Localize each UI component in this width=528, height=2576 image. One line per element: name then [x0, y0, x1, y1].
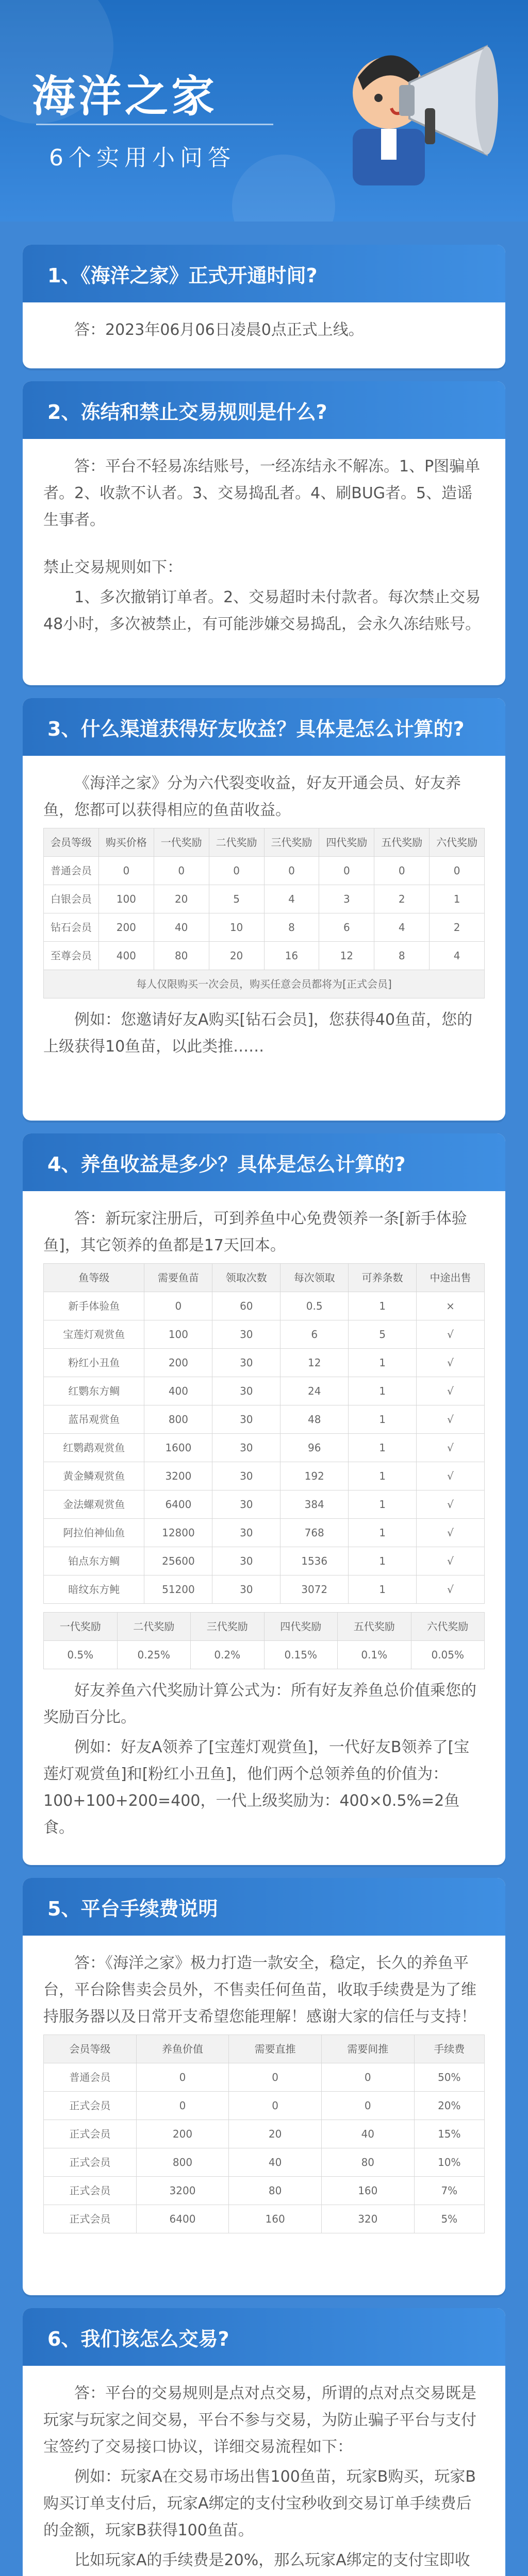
table-note: 每人仅限购买一次会员，购买任意会员都将为[正式会员] — [44, 970, 485, 998]
table-cell: 3200 — [136, 2177, 229, 2205]
table-cell: 1 — [349, 1434, 417, 1462]
table-cell: 25600 — [144, 1547, 212, 1575]
table-cell: 800 — [136, 2148, 229, 2177]
table-cell: 0.2% — [191, 1641, 265, 1669]
table-row — [44, 1405, 485, 1434]
table-cell: 普通会员 — [44, 2063, 137, 2092]
table-cell: 96 — [280, 1434, 349, 1462]
section-heading: 5、平台手续费说明 — [23, 1878, 505, 1936]
table-cell: 7% — [414, 2177, 484, 2205]
table-cell: 正式会员 — [44, 2148, 137, 2177]
table-cell: 白银会员 — [44, 885, 99, 913]
table-cell: 3072 — [280, 1575, 349, 1604]
table-cell: 30 — [212, 1349, 280, 1377]
table-cell: 0.15% — [264, 1641, 338, 1669]
table-header-cell: 五代奖励 — [338, 1613, 411, 1641]
table-cell: 30 — [212, 1519, 280, 1547]
table-cell: 80 — [229, 2177, 322, 2205]
table-cell: 51200 — [144, 1575, 212, 1604]
table-cell: 768 — [280, 1519, 349, 1547]
table-cell: 金法螺观赏鱼 — [44, 1490, 144, 1519]
answer-text: 答：新玩家注册后，可到养鱼中心免费领养一条[新手体验鱼]，其它领养的鱼都是17天回本。 — [43, 1210, 467, 1255]
table-header-cell: 每次领取 — [280, 1264, 349, 1292]
table-cell: 30 — [212, 1434, 280, 1462]
table-cell: 20 — [154, 885, 209, 913]
table-header-cell: 需要间推 — [321, 2035, 414, 2063]
table-cell: √ — [417, 1377, 485, 1405]
hero-title: 海洋之家 — [32, 71, 218, 122]
megaphone-icon — [332, 26, 507, 201]
table-cell: 0 — [321, 2063, 414, 2092]
table-cell: 2 — [430, 913, 485, 942]
answer-text: 答：平台不轻易冻结账号，一经冻结永不解冻。1、P图骗单者。2、收款不认者。3、交易捣乱者。4、刷BUG者。5、造谣生事者。 — [43, 457, 481, 529]
hero-banner — [0, 0, 528, 222]
example-text: 例如：好友A领养了[宝莲灯观赏鱼]，一代好友B领养了[宝莲灯观赏鱼]和[粉红小丑鱼]，他们两个总领养鱼的价值为：100+100+200=400，一代上级奖励为：400×0.5%=2鱼食。 — [43, 1738, 470, 1837]
table-cell: 0.5 — [280, 1292, 349, 1320]
table-cell: 8 — [374, 942, 430, 970]
table-cell: 0.1% — [338, 1641, 411, 1669]
table-cell: 0 — [374, 857, 430, 885]
rules-title: 禁止交易规则如下： — [43, 558, 183, 577]
table-row — [44, 1349, 485, 1377]
member-reward-table — [43, 828, 485, 998]
table-header-cell: 二代奖励 — [209, 828, 264, 857]
section-heading: 2、冻结和禁止交易规则是什么? — [23, 381, 505, 439]
table-cell: 6 — [319, 913, 374, 942]
table-cell: √ — [417, 1575, 485, 1604]
table-cell: 1 — [430, 885, 485, 913]
table-cell: 0 — [229, 2092, 322, 2120]
table-cell: √ — [417, 1462, 485, 1490]
example-text: 例如：玩家A在交易市场出售100鱼苗，玩家B购买，玩家B购买订单支付后，玩家A绑定的支付宝秒收到交易订单手续费后的金额，玩家B获得100鱼苗。 — [43, 2468, 476, 2539]
table-header-cell: 一代奖励 — [44, 1613, 118, 1641]
table-cell: 3 — [319, 885, 374, 913]
table-cell: 0 — [229, 2063, 322, 2092]
hero-subtitle: 6个实用小问答 — [49, 145, 236, 171]
table-row — [44, 1434, 485, 1462]
table-cell: 1 — [349, 1405, 417, 1434]
table-cell: 粉红小丑鱼 — [44, 1349, 144, 1377]
answer-text: 答：《海洋之家》极力打造一款安全，稳定，长久的养鱼平台，平台除售卖会员外，不售卖任何鱼苗，收取手续费是为了维持服务器以及日常开支希望您能理解！感谢大家的信任与支持！ — [43, 1954, 476, 2026]
table-cell: 50% — [414, 2063, 484, 2092]
table-header-cell: 需要鱼苗 — [144, 1264, 212, 1292]
table-cell: 80 — [154, 942, 209, 970]
fish-reward-rate-table — [43, 1612, 485, 1669]
table-header-cell: 养鱼价值 — [136, 2035, 229, 2063]
table-header-cell: 需要直推 — [229, 2035, 322, 2063]
table-cell: 30 — [212, 1320, 280, 1349]
section-heading: 4、养鱼收益是多少？具体是怎么计算的? — [23, 1133, 505, 1191]
table-header-cell: 购买价格 — [98, 828, 154, 857]
table-row — [44, 1292, 485, 1320]
section-heading: 3、什么渠道获得好友收益？具体是怎么计算的? — [23, 698, 505, 756]
table-header-cell: 鱼等级 — [44, 1264, 144, 1292]
table-cell: 0 — [136, 2063, 229, 2092]
table-cell: 1 — [349, 1575, 417, 1604]
table-cell: 5 — [209, 885, 264, 913]
table-cell: 200 — [136, 2120, 229, 2148]
faq-section-3 — [23, 698, 505, 1121]
table-cell: 30 — [212, 1575, 280, 1604]
table-cell: 30 — [212, 1405, 280, 1434]
table-cell: 新手体验鱼 — [44, 1292, 144, 1320]
table-cell: 0.05% — [411, 1641, 485, 1669]
table-cell: √ — [417, 1320, 485, 1349]
table-header-cell: 四代奖励 — [264, 1613, 338, 1641]
table-cell: 4 — [264, 885, 319, 913]
table-cell: 48 — [280, 1405, 349, 1434]
rules-text: 1、多次撤销订单者。2、交易超时未付款者。每次禁止交易48小时，多次被禁止，有可能涉嫌交易捣乱，会永久冻结账号。 — [43, 588, 481, 633]
table-row — [44, 1575, 485, 1604]
faq-section-4 — [23, 1133, 505, 1865]
faq-section-5 — [23, 1878, 505, 2295]
table-cell: 铂点东方鲷 — [44, 1547, 144, 1575]
table-header-cell: 手续费 — [414, 2035, 484, 2063]
table-row — [44, 1641, 485, 1669]
answer-text: 答：平台的交易规则是点对点交易，所谓的点对点交易既是玩家与玩家之间交易，平台不参与交易，为防止骗子平台与支付宝签约了交易接口协议，详细交易流程如下： — [43, 2384, 476, 2456]
table-cell: 800 — [144, 1405, 212, 1434]
table-cell: 4 — [430, 942, 485, 970]
table-cell: 宝莲灯观赏鱼 — [44, 1320, 144, 1349]
table-cell: 0 — [136, 2092, 229, 2120]
table-cell: 30 — [212, 1377, 280, 1405]
fee-table — [43, 2035, 485, 2233]
table-cell: 20 — [209, 942, 264, 970]
table-header-cell: 四代奖励 — [319, 828, 374, 857]
table-cell: 0 — [144, 1292, 212, 1320]
table-cell: 384 — [280, 1490, 349, 1519]
table-cell: 至尊会员 — [44, 942, 99, 970]
table-row — [44, 1547, 485, 1575]
table-cell: 12 — [280, 1349, 349, 1377]
table-row — [44, 942, 485, 970]
table-row — [44, 2063, 485, 2092]
deco-circle — [232, 155, 335, 222]
table-cell: 1 — [349, 1462, 417, 1490]
example-text: 例如：您邀请好友A购买[钻石会员]，您获得40鱼苗，您的上级获得10鱼苗，以此类推…… — [43, 1011, 473, 1056]
table-row — [44, 2092, 485, 2120]
table-row — [44, 1320, 485, 1349]
table-cell: 320 — [321, 2205, 414, 2233]
table-cell: 400 — [144, 1377, 212, 1405]
table-cell: 1 — [349, 1349, 417, 1377]
table-cell: 16 — [264, 942, 319, 970]
table-cell: 30 — [212, 1547, 280, 1575]
table-cell: 0 — [430, 857, 485, 885]
table-cell: 80 — [321, 2148, 414, 2177]
table-cell: 2 — [374, 885, 430, 913]
table-cell: 正式会员 — [44, 2205, 137, 2233]
table-row — [44, 1490, 485, 1519]
table-cell: 0 — [319, 857, 374, 885]
table-cell: 0 — [98, 857, 154, 885]
table-cell: √ — [417, 1434, 485, 1462]
table-cell: 100 — [144, 1320, 212, 1349]
table-cell: × — [417, 1292, 485, 1320]
table-cell: 0 — [264, 857, 319, 885]
table-note-row — [44, 970, 485, 998]
table-cell: 30 — [212, 1462, 280, 1490]
table-cell: 蓝吊观赏鱼 — [44, 1405, 144, 1434]
table-cell: √ — [417, 1519, 485, 1547]
table-cell: 10 — [209, 913, 264, 942]
table-cell: 1 — [349, 1292, 417, 1320]
faq-section-1 — [23, 245, 505, 368]
table-cell: 3200 — [144, 1462, 212, 1490]
table-cell: 5% — [414, 2205, 484, 2233]
table-cell: 20% — [414, 2092, 484, 2120]
table-cell: 4 — [374, 913, 430, 942]
table-cell: 0 — [321, 2092, 414, 2120]
table-cell: 6400 — [136, 2205, 229, 2233]
table-cell: 192 — [280, 1462, 349, 1490]
table-cell: 0 — [209, 857, 264, 885]
table-cell: 1536 — [280, 1547, 349, 1575]
table-row — [44, 2177, 485, 2205]
table-cell: 24 — [280, 1377, 349, 1405]
faq-section-2 — [23, 381, 505, 685]
table-row — [44, 857, 485, 885]
table-header-cell: 会员等级 — [44, 2035, 137, 2063]
table-cell: 40 — [321, 2120, 414, 2148]
fee-example-text: 比如玩家A的手续费是20%，那么玩家A绑定的支付宝即收 — [74, 2551, 470, 2569]
table-row — [44, 1519, 485, 1547]
table-header-cell: 领取次数 — [212, 1264, 280, 1292]
table-row — [44, 913, 485, 942]
section-heading: 6、我们该怎么交易? — [23, 2308, 505, 2366]
table-row — [44, 1462, 485, 1490]
table-cell: 红鹦鹉观赏鱼 — [44, 1434, 144, 1462]
section-heading: 1、《海洋之家》正式开通时间? — [23, 245, 505, 302]
table-cell: 12800 — [144, 1519, 212, 1547]
table-cell: 正式会员 — [44, 2120, 137, 2148]
table-cell: 1 — [349, 1519, 417, 1547]
table-header-cell: 中途出售 — [417, 1264, 485, 1292]
table-cell: 红鹦东方鲷 — [44, 1377, 144, 1405]
table-cell: 0.25% — [117, 1641, 191, 1669]
table-cell: 160 — [321, 2177, 414, 2205]
faq-section-6 — [23, 2308, 505, 2576]
table-header-cell: 可养条数 — [349, 1264, 417, 1292]
table-cell: √ — [417, 1349, 485, 1377]
table-cell: 10% — [414, 2148, 484, 2177]
hero-divider — [36, 124, 273, 125]
table-cell: 1 — [349, 1547, 417, 1575]
table-cell: 40 — [229, 2148, 322, 2177]
table-cell: 160 — [229, 2205, 322, 2233]
table-header-cell: 三代奖励 — [264, 828, 319, 857]
table-header-cell: 三代奖励 — [191, 1613, 265, 1641]
answer-text: 答：2023年06月06日凌晨0点正式上线。 — [74, 321, 364, 339]
table-header-cell: 六代奖励 — [411, 1613, 485, 1641]
table-header-cell: 二代奖励 — [117, 1613, 191, 1641]
table-cell: 200 — [144, 1349, 212, 1377]
table-row — [44, 1377, 485, 1405]
table-row — [44, 885, 485, 913]
table-cell: 6400 — [144, 1490, 212, 1519]
table-row — [44, 2148, 485, 2177]
table-cell: 6 — [280, 1320, 349, 1349]
table-cell: 1 — [349, 1377, 417, 1405]
table-row — [44, 2120, 485, 2148]
table-header-cell: 会员等级 — [44, 828, 99, 857]
table-cell: 1600 — [144, 1434, 212, 1462]
table-cell: 12 — [319, 942, 374, 970]
table-cell: 200 — [98, 913, 154, 942]
table-row — [44, 2205, 485, 2233]
table-cell: 20 — [229, 2120, 322, 2148]
table-cell: √ — [417, 1405, 485, 1434]
table-cell: 正式会员 — [44, 2177, 137, 2205]
table-cell: √ — [417, 1547, 485, 1575]
table-cell: 8 — [264, 913, 319, 942]
table-cell: 0 — [154, 857, 209, 885]
answer-text: 《海洋之家》分为六代裂变收益，好友开通会员、好友养鱼，您都可以获得相应的鱼苗收益。 — [43, 774, 461, 819]
table-cell: 400 — [98, 942, 154, 970]
table-header-cell: 六代奖励 — [430, 828, 485, 857]
table-cell: 60 — [212, 1292, 280, 1320]
table-cell: 正式会员 — [44, 2092, 137, 2120]
table-cell: 5 — [349, 1320, 417, 1349]
fish-level-table — [43, 1263, 485, 1604]
table-cell: 普通会员 — [44, 857, 99, 885]
table-header-cell: 一代奖励 — [154, 828, 209, 857]
table-cell: 40 — [154, 913, 209, 942]
table-cell: √ — [417, 1490, 485, 1519]
table-cell: 钻石会员 — [44, 913, 99, 942]
table-cell: 100 — [98, 885, 154, 913]
table-cell: 0.5% — [44, 1641, 118, 1669]
table-header-cell: 五代奖励 — [374, 828, 430, 857]
table-cell: 15% — [414, 2120, 484, 2148]
table-cell: 阿拉伯神仙鱼 — [44, 1519, 144, 1547]
table-cell: 30 — [212, 1490, 280, 1519]
formula-text: 好友养鱼六代奖励计算公式为：所有好友养鱼总价值乘您的奖励百分比。 — [43, 1682, 476, 1726]
table-cell: 1 — [349, 1490, 417, 1519]
table-cell: 黄金鳞观赏鱼 — [44, 1462, 144, 1490]
table-cell: 暗纹东方鲀 — [44, 1575, 144, 1604]
